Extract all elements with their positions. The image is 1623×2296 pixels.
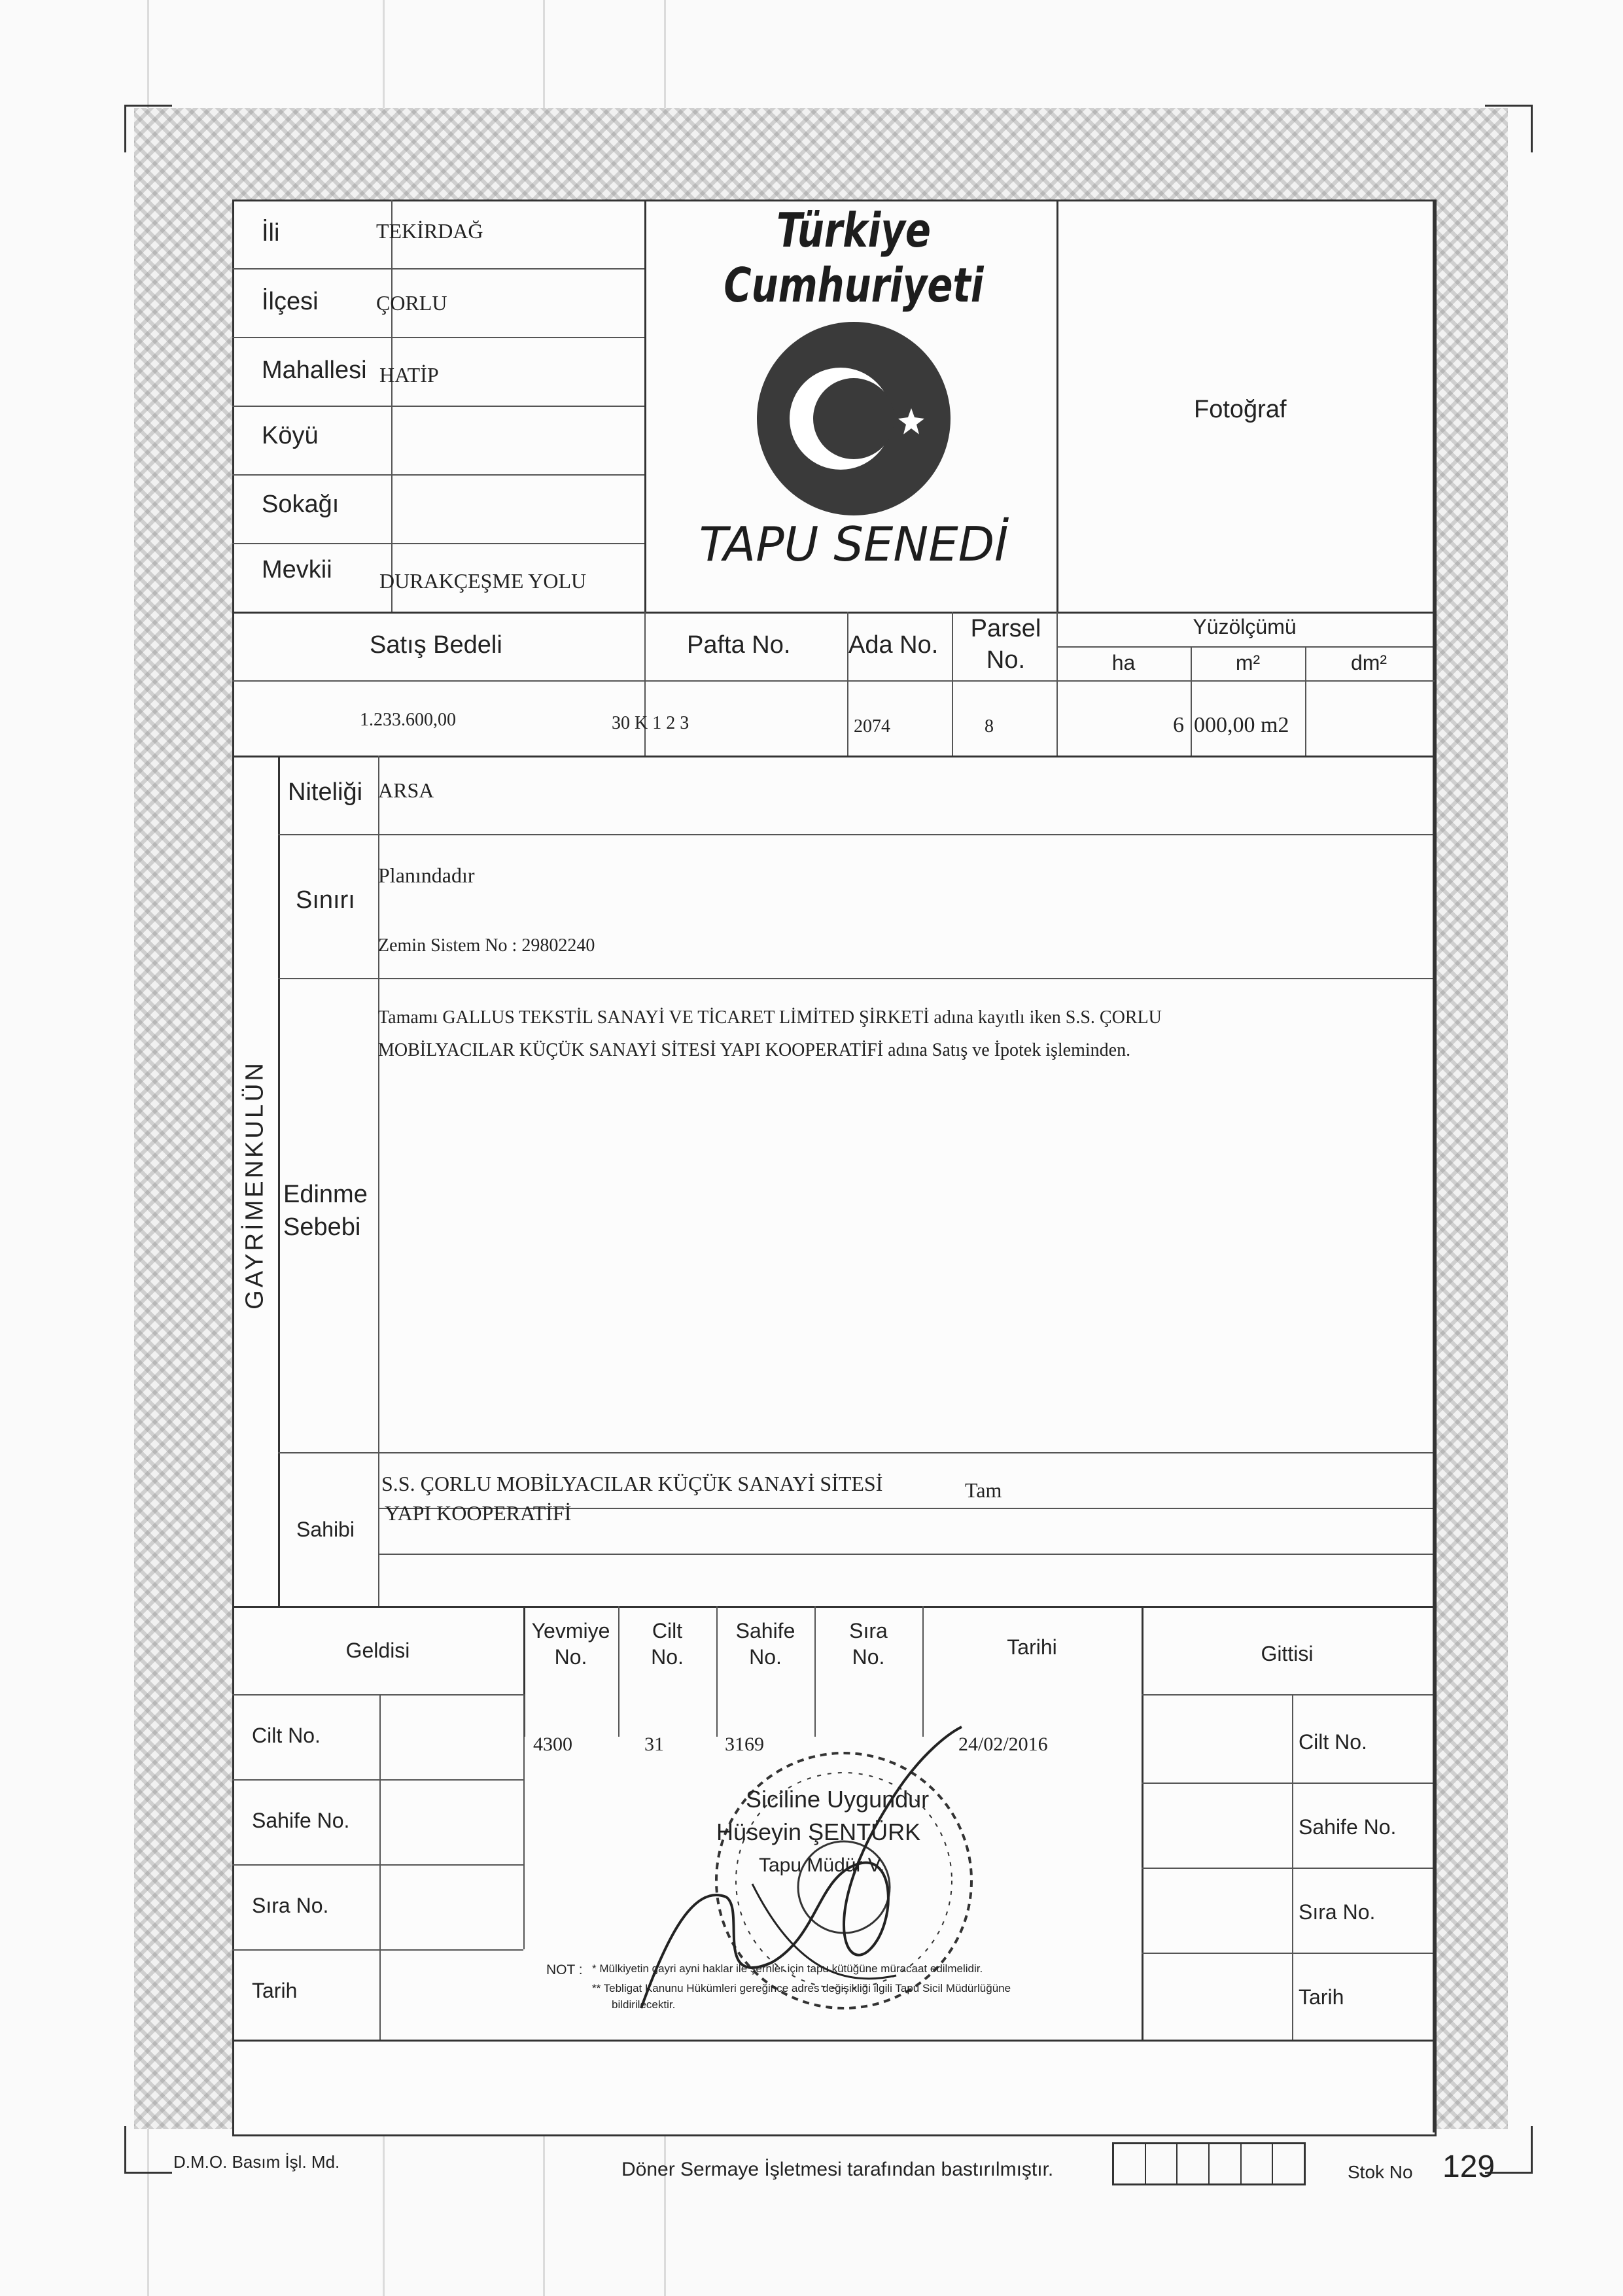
left-tarih-label: Tarih xyxy=(252,1979,298,2002)
gayrimenkulun-side-label-wrap xyxy=(242,1047,268,1321)
note-line3: bildirilecektir. xyxy=(612,1998,676,2011)
stock-label: Stok No xyxy=(1348,2162,1413,2182)
yuzolcumu-label: Yüzölçümü xyxy=(1193,615,1297,638)
rule xyxy=(232,337,644,338)
m2-value: 000,00 m2 xyxy=(1194,713,1289,737)
rule xyxy=(644,612,646,756)
sokagi-label: Sokağı xyxy=(262,491,340,518)
rule xyxy=(644,200,646,612)
rule xyxy=(278,834,1433,835)
rule xyxy=(1056,646,1433,648)
tarihi-label: Tarihi xyxy=(1007,1635,1057,1659)
rule xyxy=(379,1694,381,2040)
rule xyxy=(232,756,1435,757)
sahife-label: Sahife xyxy=(735,1619,795,1643)
sira-label: Sıra xyxy=(849,1619,888,1643)
rule xyxy=(232,543,644,544)
note-line2: ** Tebligat Kanunu Hükümleri gereğince adres değişikliği ilgili Tapu Sicil Müdürlüğüne xyxy=(592,1982,1011,1994)
ha-label: ha xyxy=(1111,651,1136,674)
rule xyxy=(1142,1953,1433,1954)
rule xyxy=(232,200,1435,201)
rule xyxy=(278,1452,1433,1453)
edinme-line2: MOBİLYACILAR KÜÇÜK SANAYİ SİTESİ YAPI KOOPERATİFİ adına Satış ve İpotek işleminden. xyxy=(378,1040,1131,1060)
ilcesi-value: ÇORLU xyxy=(376,291,447,315)
pafta-value: 30 K 1 2 3 xyxy=(612,713,689,733)
crescent-star-emblem xyxy=(756,321,952,517)
left-sahife-no-label: Sahife No. xyxy=(252,1809,350,1832)
printer-label: D.M.O. Basım İşl. Md. xyxy=(173,2152,340,2172)
rule xyxy=(232,680,1435,682)
mahallesi-value: HATİP xyxy=(379,363,439,387)
rule xyxy=(232,1949,523,1951)
rule xyxy=(1142,1783,1433,1784)
mevkii-value: DURAKÇEŞME YOLU xyxy=(379,569,587,593)
rule xyxy=(378,1554,1433,1555)
cilt-no-label: No. xyxy=(651,1645,684,1669)
niteligi-label: Niteliği xyxy=(288,778,363,806)
left-cilt-no-label: Cilt No. xyxy=(252,1724,321,1747)
sahibi-share: Tam xyxy=(965,1478,1002,1502)
rule xyxy=(1142,1868,1433,1869)
rule xyxy=(1142,1606,1143,2040)
gittisi-label: Gittisi xyxy=(1261,1642,1314,1665)
rule xyxy=(232,1694,523,1696)
satis-bedeli-value: 1.233.600,00 xyxy=(360,710,456,730)
stock-value: 129 xyxy=(1442,2149,1495,2184)
gayrimenkulun-side-label: GAYRİMENKULÜN xyxy=(241,1060,269,1310)
stamp-line3: Tapu Müdür V. xyxy=(759,1854,885,1876)
ili-value: TEKİRDAĞ xyxy=(376,219,483,243)
ada-label: Ada No. xyxy=(848,631,939,659)
serial-boxes xyxy=(1112,2142,1306,2185)
satis-bedeli-label: Satış Bedeli xyxy=(370,631,502,659)
rule xyxy=(232,1779,523,1781)
ha-value: 6 xyxy=(1173,713,1184,737)
rule xyxy=(278,756,280,1606)
edinme-label: Edinme xyxy=(283,1181,368,1208)
photo-label: Fotoğraf xyxy=(1194,396,1287,423)
cilt-label: Cilt xyxy=(652,1619,683,1643)
rule xyxy=(232,268,644,270)
sahife-no-label: No. xyxy=(749,1645,782,1669)
edinme-line1: Tamamı GALLUS TEKSTİL SANAYİ VE TİCARET LİMİTED ŞİRKETİ adına kayıtlı iken S.S. ÇORLU xyxy=(378,1007,1162,1028)
niteligi-value: ARSA xyxy=(378,778,434,802)
rule xyxy=(523,1694,525,1949)
rule xyxy=(1292,1694,1293,2040)
left-sira-no-label: Sıra No. xyxy=(252,1894,329,1917)
right-sahife-no-label: Sahife No. xyxy=(1299,1815,1397,1839)
dm2-label: dm² xyxy=(1350,651,1387,674)
siniri-label: Sınırı xyxy=(296,886,355,914)
rule xyxy=(232,1864,523,1866)
rule xyxy=(232,406,644,407)
ada-value: 2074 xyxy=(854,716,890,737)
yevmiye-no-label: No. xyxy=(554,1645,587,1669)
sira-no-label: No. xyxy=(852,1645,885,1669)
yevmiye-value: 4300 xyxy=(533,1733,572,1755)
parsel-no-label: No. xyxy=(986,646,1026,674)
cilt-value: 31 xyxy=(644,1733,664,1755)
ili-label: İli xyxy=(262,219,280,247)
mahallesi-label: Mahallesi xyxy=(262,357,367,384)
rule xyxy=(232,200,234,2132)
siniri-line1: Planındadır xyxy=(378,863,475,887)
note-line1: * Mülkiyetin gayri ayni haklar ile şerhler için tapu kütüğüne müracaat edilmelidir. xyxy=(592,1962,983,1975)
rule xyxy=(952,612,953,756)
geldisi-label: Geldisi xyxy=(345,1639,410,1662)
tarih-value: 24/02/2016 xyxy=(958,1733,1048,1755)
koyu-label: Köyü xyxy=(262,422,319,449)
stamp-line2: Hüseyin ŞENTÜRK xyxy=(716,1818,921,1845)
rule xyxy=(232,612,1435,614)
note-prefix: NOT : xyxy=(546,1962,583,1977)
rule xyxy=(1142,1694,1433,1696)
mevkii-label: Mevkii xyxy=(262,556,332,583)
right-cilt-no-label: Cilt No. xyxy=(1299,1730,1367,1754)
yevmiye-label: Yevmiye xyxy=(531,1619,610,1643)
right-tarih-label: Tarih xyxy=(1299,1985,1344,2009)
deed-title: Türkiye Cumhuriyeti xyxy=(724,203,984,313)
sahibi-label: Sahibi xyxy=(296,1518,355,1541)
rule xyxy=(1056,200,1058,612)
stamp-line1: Siciline Uygundur xyxy=(746,1786,930,1813)
right-sira-no-label: Sıra No. xyxy=(1299,1900,1376,1924)
pafta-label: Pafta No. xyxy=(687,631,791,659)
corner-mark xyxy=(124,2126,172,2174)
sahife-value: 3169 xyxy=(725,1733,764,1755)
printed-by-label: Döner Sermaye İşletmesi tarafından bastırılmıştır. xyxy=(621,2159,1054,2180)
deed-subtitle: TAPU SENEDİ xyxy=(699,517,1009,572)
sahibi-line2: YAPI KOOPERATİFİ xyxy=(385,1501,572,1525)
rule xyxy=(232,1606,1435,1608)
m2-label: m² xyxy=(1235,651,1261,674)
siniri-line2: Zemin Sistem No : 29802240 xyxy=(378,935,595,956)
rule xyxy=(278,978,1433,979)
sahibi-line1: S.S. ÇORLU MOBİLYACILAR KÜÇÜK SANAYİ SİTESİ xyxy=(381,1472,883,1495)
sebebi-label: Sebebi xyxy=(283,1213,361,1241)
ilcesi-label: İlçesi xyxy=(262,288,319,315)
rule xyxy=(232,474,644,476)
rule xyxy=(1433,200,1435,2132)
parsel-value: 8 xyxy=(985,716,994,737)
parsel-label: Parsel xyxy=(970,615,1041,642)
